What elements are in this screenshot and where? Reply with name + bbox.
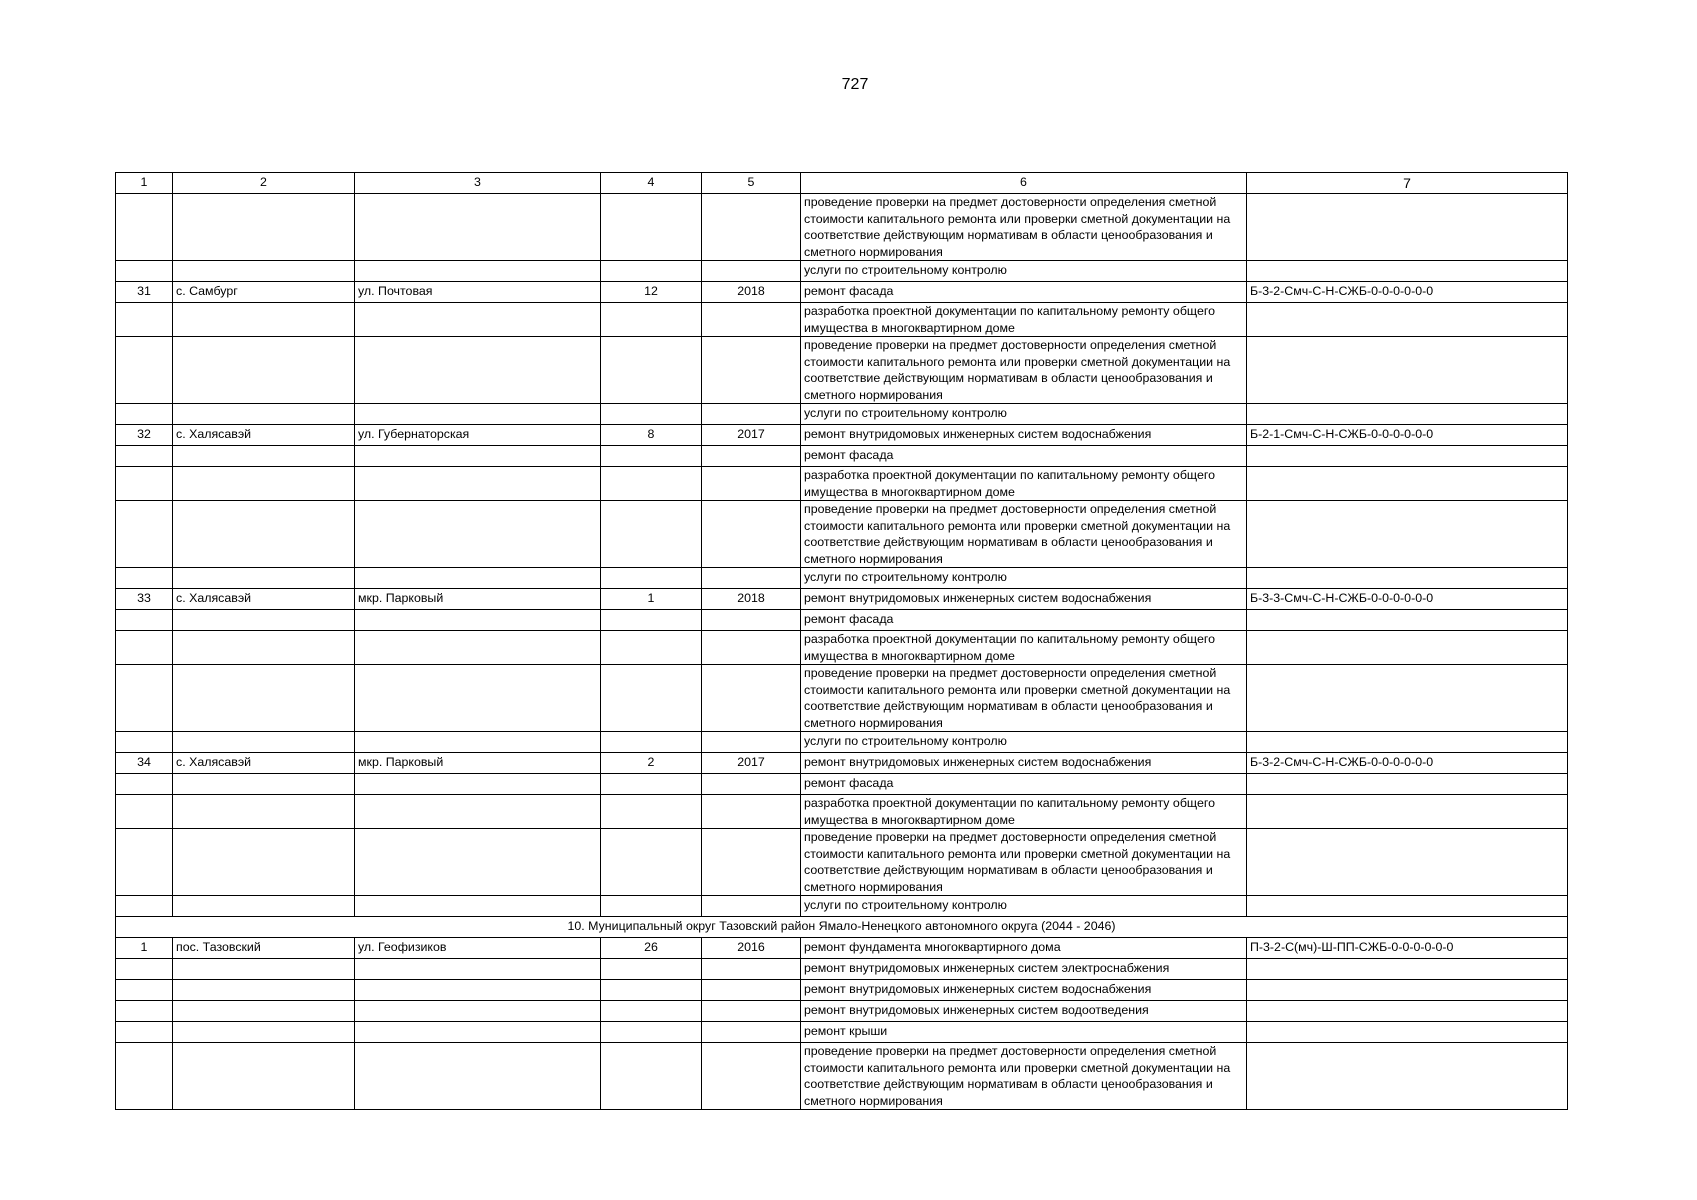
year-cell: 2016 <box>702 938 801 959</box>
header-cell-1: 1 <box>116 173 173 194</box>
locality-cell <box>173 303 355 337</box>
year-cell <box>702 774 801 795</box>
work-type-cell: ремонт внутридомовых инженерных систем водоотведения <box>801 1001 1247 1022</box>
code-cell <box>1247 829 1568 896</box>
house-number-cell <box>601 1001 702 1022</box>
year-cell: 2018 <box>702 282 801 303</box>
house-number-cell <box>601 303 702 337</box>
table-row <box>116 1022 1568 1043</box>
year-cell <box>702 795 801 829</box>
street-cell <box>355 795 601 829</box>
locality-cell <box>173 774 355 795</box>
section-header-row <box>116 917 1568 938</box>
work-type-cell: ремонт внутридомовых инженерных систем водоснабжения <box>801 589 1247 610</box>
house-number-cell <box>601 501 702 568</box>
row-number-cell: 1 <box>116 938 173 959</box>
street-cell <box>355 446 601 467</box>
house-number-cell <box>601 980 702 1001</box>
locality-cell <box>173 194 355 261</box>
locality-cell <box>173 795 355 829</box>
work-type-cell: разработка проектной документации по капитальному ремонту общего имущества в многоквартирном доме <box>801 303 1247 337</box>
row-number-cell: 31 <box>116 282 173 303</box>
year-cell: 2017 <box>702 425 801 446</box>
street-cell: мкр. Парковый <box>355 753 601 774</box>
locality-cell <box>173 446 355 467</box>
table-row <box>116 589 1568 610</box>
work-type-cell: ремонт крыши <box>801 1022 1247 1043</box>
year-cell <box>702 732 801 753</box>
work-type-cell: ремонт внутридомовых инженерных систем водоснабжения <box>801 753 1247 774</box>
street-cell <box>355 501 601 568</box>
work-type-cell: разработка проектной документации по капитальному ремонту общего имущества в многоквартирном доме <box>801 631 1247 665</box>
locality-cell: с. Халясавэй <box>173 425 355 446</box>
work-type-cell: услуги по строительному контролю <box>801 404 1247 425</box>
street-cell: ул. Геофизиков <box>355 938 601 959</box>
code-cell <box>1247 261 1568 282</box>
year-cell <box>702 631 801 665</box>
street-cell <box>355 337 601 404</box>
house-number-cell <box>601 959 702 980</box>
work-type-cell: ремонт фасада <box>801 446 1247 467</box>
table-row <box>116 896 1568 917</box>
work-type-cell: ремонт фасада <box>801 774 1247 795</box>
row-number-cell <box>116 467 173 501</box>
table-row <box>116 732 1568 753</box>
work-type-cell: услуги по строительному контролю <box>801 896 1247 917</box>
table-row <box>116 337 1568 404</box>
street-cell <box>355 303 601 337</box>
row-number-cell <box>116 194 173 261</box>
code-cell <box>1247 774 1568 795</box>
year-cell <box>702 467 801 501</box>
code-cell <box>1247 665 1568 732</box>
header-cell-4: 4 <box>601 173 702 194</box>
row-number-cell <box>116 501 173 568</box>
locality-cell <box>173 467 355 501</box>
table-row <box>116 282 1568 303</box>
house-number-cell <box>601 261 702 282</box>
code-cell <box>1247 404 1568 425</box>
work-type-cell: проведение проверки на предмет достоверности определения сметной стоимости капитального ремонта или проверки сметной документации на соответствие действующим нормативам в области ценообразования и сметного нормирования <box>801 337 1247 404</box>
year-cell: 2017 <box>702 753 801 774</box>
year-cell <box>702 896 801 917</box>
row-number-cell: 34 <box>116 753 173 774</box>
locality-cell <box>173 404 355 425</box>
code-cell <box>1247 732 1568 753</box>
row-number-cell <box>116 665 173 732</box>
house-number-cell <box>601 665 702 732</box>
header-cell-3: 3 <box>355 173 601 194</box>
street-cell <box>355 665 601 732</box>
table-row <box>116 404 1568 425</box>
repair-program-table <box>115 172 1568 1110</box>
work-type-cell: проведение проверки на предмет достоверности определения сметной стоимости капитального ремонта или проверки сметной документации на соответствие действующим нормативам в области ценообразования и сметного нормирования <box>801 501 1247 568</box>
header-cell-6: 6 <box>801 173 1247 194</box>
header-cell-5: 5 <box>702 173 801 194</box>
row-number-cell: 33 <box>116 589 173 610</box>
table-row <box>116 1043 1568 1110</box>
table-row <box>116 501 1568 568</box>
work-type-cell: ремонт внутридомовых инженерных систем водоснабжения <box>801 980 1247 1001</box>
house-number-cell: 1 <box>601 589 702 610</box>
house-number-cell <box>601 404 702 425</box>
work-type-cell: ремонт фундамента многоквартирного дома <box>801 938 1247 959</box>
table-row <box>116 829 1568 896</box>
locality-cell <box>173 829 355 896</box>
locality-cell <box>173 1022 355 1043</box>
table-row <box>116 753 1568 774</box>
locality-cell <box>173 732 355 753</box>
street-cell: ул. Почтовая <box>355 282 601 303</box>
table-row <box>116 980 1568 1001</box>
row-number-cell <box>116 732 173 753</box>
locality-cell <box>173 1043 355 1110</box>
year-cell <box>702 194 801 261</box>
street-cell <box>355 467 601 501</box>
locality-cell <box>173 631 355 665</box>
code-cell: Б-3-3-Смч-С-Н-СЖБ-0-0-0-0-0-0 <box>1247 589 1568 610</box>
locality-cell <box>173 568 355 589</box>
house-number-cell <box>601 774 702 795</box>
locality-cell <box>173 959 355 980</box>
row-number-cell <box>116 610 173 631</box>
table-row <box>116 261 1568 282</box>
code-cell: Б-3-2-Смч-С-Н-СЖБ-0-0-0-0-0-0 <box>1247 753 1568 774</box>
work-type-cell: проведение проверки на предмет достоверности определения сметной стоимости капитального ремонта или проверки сметной документации на соответствие действующим нормативам в области ценообразования и сметного нормирования <box>801 194 1247 261</box>
table-row <box>116 774 1568 795</box>
page-number: 727 <box>841 76 869 93</box>
year-cell <box>702 501 801 568</box>
code-cell: Б-2-1-Смч-С-Н-СЖБ-0-0-0-0-0-0 <box>1247 425 1568 446</box>
street-cell <box>355 194 601 261</box>
code-cell <box>1247 194 1568 261</box>
table-row <box>116 665 1568 732</box>
row-number-cell <box>116 446 173 467</box>
locality-cell <box>173 665 355 732</box>
street-cell: ул. Губернаторская <box>355 425 601 446</box>
locality-cell <box>173 337 355 404</box>
row-number-cell <box>116 261 173 282</box>
row-number-cell <box>116 774 173 795</box>
year-cell <box>702 404 801 425</box>
row-number-cell: 32 <box>116 425 173 446</box>
house-number-cell <box>601 1043 702 1110</box>
locality-cell: с. Халясавэй <box>173 589 355 610</box>
year-cell <box>702 665 801 732</box>
code-cell: Б-3-2-Смч-С-Н-СЖБ-0-0-0-0-0-0 <box>1247 282 1568 303</box>
house-number-cell <box>601 732 702 753</box>
code-cell <box>1247 610 1568 631</box>
code-cell <box>1247 446 1568 467</box>
table-header-row <box>116 173 1568 194</box>
table-row <box>116 303 1568 337</box>
row-number-cell <box>116 980 173 1001</box>
locality-cell: с. Халясавэй <box>173 753 355 774</box>
street-cell <box>355 404 601 425</box>
row-number-cell <box>116 1022 173 1043</box>
table-row <box>116 795 1568 829</box>
row-number-cell <box>116 1043 173 1110</box>
locality-cell: с. Самбург <box>173 282 355 303</box>
locality-cell <box>173 501 355 568</box>
house-number-cell: 12 <box>601 282 702 303</box>
table-row <box>116 610 1568 631</box>
table-row <box>116 1001 1568 1022</box>
year-cell <box>702 446 801 467</box>
house-number-cell <box>601 337 702 404</box>
street-cell <box>355 829 601 896</box>
section-title: 10. Муниципальный округ Тазовский район Ямало-Ненецкого автономного округа (2044 - 2046) <box>116 917 1568 938</box>
street-cell <box>355 732 601 753</box>
year-cell <box>702 568 801 589</box>
table-row <box>116 467 1568 501</box>
table-row <box>116 938 1568 959</box>
house-number-cell <box>601 610 702 631</box>
work-type-cell: услуги по строительному контролю <box>801 568 1247 589</box>
work-type-cell: ремонт внутридомовых инженерных систем водоснабжения <box>801 425 1247 446</box>
table-row <box>116 631 1568 665</box>
work-type-cell: разработка проектной документации по капитальному ремонту общего имущества в многоквартирном доме <box>801 795 1247 829</box>
row-number-cell <box>116 303 173 337</box>
code-cell <box>1247 1043 1568 1110</box>
code-cell <box>1247 896 1568 917</box>
code-cell <box>1247 1022 1568 1043</box>
code-cell <box>1247 1001 1568 1022</box>
house-number-cell: 26 <box>601 938 702 959</box>
year-cell <box>702 980 801 1001</box>
locality-cell <box>173 261 355 282</box>
house-number-cell <box>601 795 702 829</box>
table-row <box>116 194 1568 261</box>
year-cell <box>702 829 801 896</box>
year-cell <box>702 1022 801 1043</box>
street-cell <box>355 980 601 1001</box>
work-type-cell: услуги по строительному контролю <box>801 732 1247 753</box>
street-cell <box>355 1001 601 1022</box>
table-row <box>116 446 1568 467</box>
code-cell <box>1247 959 1568 980</box>
code-cell <box>1247 501 1568 568</box>
house-number-cell: 2 <box>601 753 702 774</box>
street-cell <box>355 261 601 282</box>
year-cell <box>702 610 801 631</box>
house-number-cell <box>601 194 702 261</box>
work-type-cell: разработка проектной документации по капитальному ремонту общего имущества в многоквартирном доме <box>801 467 1247 501</box>
work-type-cell: ремонт внутридомовых инженерных систем электроснабжения <box>801 959 1247 980</box>
work-type-cell: проведение проверки на предмет достоверности определения сметной стоимости капитального ремонта или проверки сметной документации на соответствие действующим нормативам в области ценообразования и сметного нормирования <box>801 1043 1247 1110</box>
code-cell <box>1247 303 1568 337</box>
header-cell-7: 7 <box>1247 173 1568 194</box>
row-number-cell <box>116 829 173 896</box>
row-number-cell <box>116 337 173 404</box>
year-cell <box>702 261 801 282</box>
row-number-cell <box>116 1001 173 1022</box>
table-row <box>116 425 1568 446</box>
work-type-cell: ремонт фасада <box>801 610 1247 631</box>
row-number-cell <box>116 896 173 917</box>
code-cell <box>1247 980 1568 1001</box>
table-row <box>116 959 1568 980</box>
locality-cell <box>173 1001 355 1022</box>
year-cell <box>702 337 801 404</box>
house-number-cell <box>601 446 702 467</box>
street-cell <box>355 610 601 631</box>
code-cell: П-3-2-С(мч)-Ш-ПП-СЖБ-0-0-0-0-0-0 <box>1247 938 1568 959</box>
code-cell <box>1247 568 1568 589</box>
year-cell: 2018 <box>702 589 801 610</box>
locality-cell <box>173 980 355 1001</box>
street-cell <box>355 774 601 795</box>
street-cell: мкр. Парковый <box>355 589 601 610</box>
row-number-cell <box>116 959 173 980</box>
year-cell <box>702 1001 801 1022</box>
street-cell <box>355 896 601 917</box>
street-cell <box>355 1022 601 1043</box>
work-type-cell: проведение проверки на предмет достоверности определения сметной стоимости капитального ремонта или проверки сметной документации на соответствие действующим нормативам в области ценообразования и сметного нормирования <box>801 665 1247 732</box>
code-cell <box>1247 337 1568 404</box>
street-cell <box>355 568 601 589</box>
locality-cell: пос. Тазовский <box>173 938 355 959</box>
locality-cell <box>173 896 355 917</box>
work-type-cell: проведение проверки на предмет достоверности определения сметной стоимости капитального ремонта или проверки сметной документации на соответствие действующим нормативам в области ценообразования и сметного нормирования <box>801 829 1247 896</box>
house-number-cell <box>601 568 702 589</box>
row-number-cell <box>116 568 173 589</box>
locality-cell <box>173 610 355 631</box>
year-cell <box>702 1043 801 1110</box>
house-number-cell: 8 <box>601 425 702 446</box>
table-body <box>116 173 1568 1110</box>
header-cell-2: 2 <box>173 173 355 194</box>
work-type-cell: ремонт фасада <box>801 282 1247 303</box>
house-number-cell <box>601 467 702 501</box>
row-number-cell <box>116 795 173 829</box>
street-cell <box>355 631 601 665</box>
year-cell <box>702 959 801 980</box>
house-number-cell <box>601 829 702 896</box>
row-number-cell <box>116 631 173 665</box>
table-row <box>116 568 1568 589</box>
house-number-cell <box>601 1022 702 1043</box>
row-number-cell <box>116 404 173 425</box>
year-cell <box>702 303 801 337</box>
street-cell <box>355 959 601 980</box>
code-cell <box>1247 467 1568 501</box>
house-number-cell <box>601 631 702 665</box>
code-cell <box>1247 795 1568 829</box>
house-number-cell <box>601 896 702 917</box>
work-type-cell: услуги по строительному контролю <box>801 261 1247 282</box>
street-cell <box>355 1043 601 1110</box>
code-cell <box>1247 631 1568 665</box>
